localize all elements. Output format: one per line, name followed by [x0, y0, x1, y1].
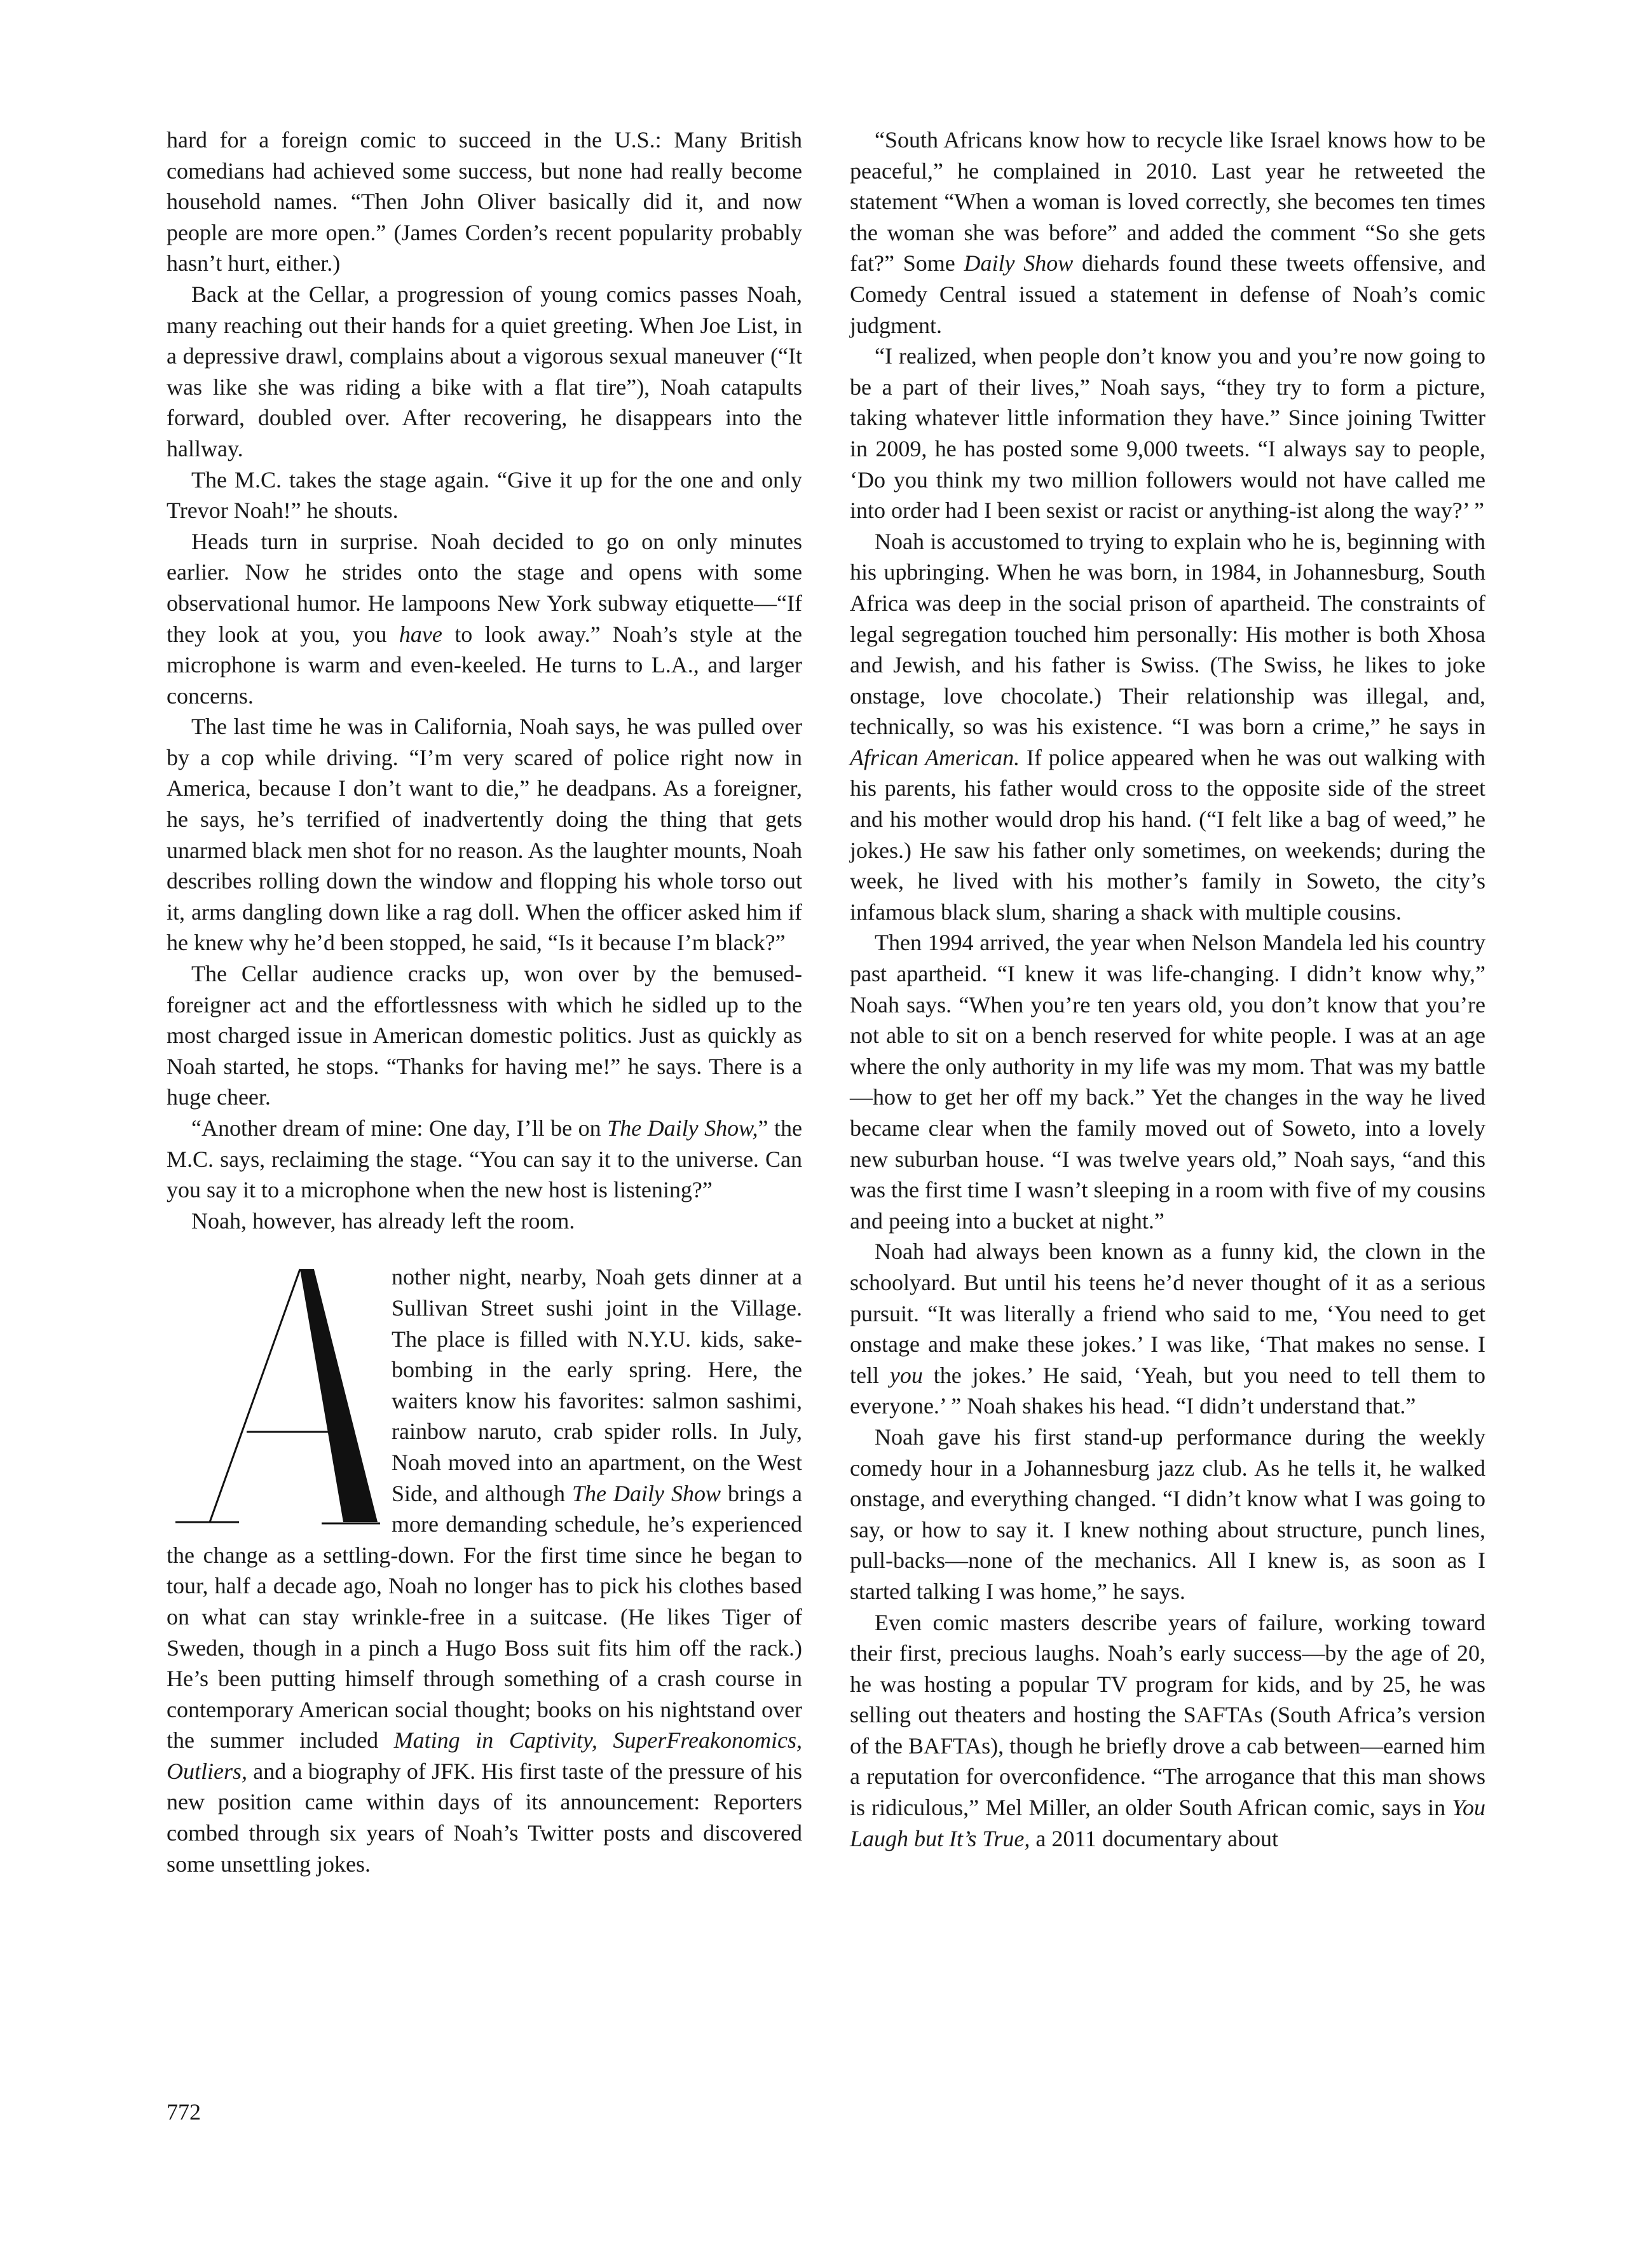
paragraph: [850, 1236, 1485, 1422]
paragraph-text: Noah had always been known as a funny kid, the clown in the schoolyard. But until his teens he’d never thought of it as a serious pursuit. “It was literally a friend who said to me, ‘You need to get onstage and make these jokes.’ I was like, ‘That makes no sense. I tell: [850, 1239, 1485, 1388]
italic-emphasis: you: [889, 1362, 923, 1388]
paragraph-text: nother night, nearby, Noah gets dinner at a Sullivan Street sushi joint in the Village. The place is filled with N.Y.U. kids, sake-bombing in the early spring. Here, the waiters know his favorites: salmon sashimi, rainbow naruto, crab spider rolls. In July, Noah moved into an apartment, on the West Side, and although: [392, 1264, 802, 1506]
paragraph-text: “South Africans know how to recycle like Israel knows how to be peaceful,” he complained in 2010. Last year he retweeted the statement “When a woman is loved correctly, she becomes ten times the woman she was before” and added the comment “So she gets fat?” Some: [850, 127, 1485, 276]
paragraph-text: Back at the Cellar, a progression of young comics passes Noah, many reaching out their hands for a quiet greeting. When Joe List, in a depressive drawl, complains about a vigorous sexual maneuver (“It was like she was riding a bike with a flat tire”), Noah catapults forward, doubled over. After recovering, he disappears into the hallway.: [167, 281, 802, 461]
dropcap-paragraph: [167, 1262, 802, 1879]
paragraph-text: Even comic masters describe years of failure, working toward their first, precious laughs. Noah’s early success—by the age of 20, he was hosting a popular TV program for kids, and by 25, he was selling out theaters and hosting the SAFTAs (South Africa’s version of the BAFTAs), though he briefly drove a cab between—earned him a reputation for overconfidence. “The arrogance that this man shows is ridiculous,” Mel Miller, an older South African comic, says in: [850, 1609, 1485, 1821]
italic-title: The Daily Show,: [607, 1115, 758, 1141]
paragraph-text: the jokes.’ He said, ‘Yeah, but you need to tell them to everyone.’ ” Noah shakes his head. “I didn’t understand that.”: [850, 1362, 1485, 1419]
paragraph-text: Noah is accustomed to trying to explain who he is, beginning with his upbringing. When he was born, in 1984, in Johannesburg, South Africa was deep in the social prison of apartheid. The constraints of legal segregation touched him personally: His mother is both Xhosa and Jewish, and his father is Swiss. (The Swiss, he likes to joke onstage, love chocolate.) Their relationship was illegal, and, technically, so was his existence. “I was born a crime,” he says in: [850, 528, 1485, 740]
paragraph-text: hard for a foreign comic to succeed in the U.S.: Many British comedians had achieved some success, but none had really become household names. “Then John Oliver basically did it, and now people are more open.” (James Corden’s recent popularity probably hasn’t hurt, either.): [167, 127, 802, 276]
paragraph-text: brings a more demanding schedule, he’s experienced the change as a settling-down. For the first time since he began to tour, half a decade ago, Noah no longer has to pick his clothes based on what can stay wrinkle-free in a suitcase. (He likes Tiger of Sweden, though in a pinch a Hugo Boss suit fits him off the rack.) He’s been putting himself through something of a crash course in contemporary American social thought; books on his nightstand over the summer included: [167, 1480, 802, 1753]
paragraph: [167, 958, 802, 1113]
right-column: [850, 125, 1485, 1854]
paragraph-text: Noah gave his first stand-up performance during the weekly comedy hour in a Johannesburg jazz club. As he tells it, he walked onstage, and everything changed. “I didn’t know what I was going to say, or how to say it. I knew nothing about structure, punch lines, pull-backs—none of the mechanics. All I knew is, as soon as I started talking I was home,” he says.: [850, 1424, 1485, 1604]
page-number: 772: [167, 2099, 201, 2125]
italic-emphasis: have: [399, 621, 442, 647]
paragraph-text: The Cellar audience cracks up, won over by the bemused-foreigner act and the effortlessness with which he sidled up to the most charged issue in American domestic politics. Just as quickly as Noah started, he stops. “Thanks for having me!” he says. There is a huge cheer.: [167, 961, 802, 1110]
paragraph: [850, 1422, 1485, 1607]
italic-title: Daily Show: [964, 250, 1074, 276]
paragraph-text: Noah, however, has already left the room.: [191, 1208, 575, 1234]
paragraph-text: a 2011 documentary about: [1030, 1825, 1278, 1851]
paragraph: [850, 1607, 1485, 1855]
paragraph: [167, 711, 802, 958]
paragraph: [850, 927, 1485, 1236]
dropcap-letter: [164, 1265, 380, 1529]
italic-title: The Daily Show: [571, 1480, 721, 1506]
paragraph-text: The last time he was in California, Noah says, he was pulled over by a cop while driving. “I’m very scared of police right now in America, because I don’t want to die,” he deadpans. As a foreigner, he says, he’s terrified of inadvertently doing the thing that gets unarmed black men shot for no reason. As the laughter mounts, Noah describes rolling down the window and flopping his whole torso out it, arms dangling down like a rag doll. When the officer asked him if he knew why he’d been stopped, he said, “Is it because I’m black?”: [167, 714, 802, 956]
paragraph-text: to look away.” Noah’s style at the microphone is warm and even-keeled. He turns to L.A., and larger concerns.: [167, 621, 803, 709]
italic-book-titles: Mating in Captivity, SuperFreakonomics, Outliers,: [167, 1727, 802, 1784]
paragraph-text: diehards found these tweets offensive, and Comedy Central issued a statement in defense of Noah’s comic judgment.: [850, 250, 1485, 338]
paragraph: [850, 341, 1485, 526]
dropcap-a-glyph: [164, 1265, 380, 1529]
paragraph-text: “Another dream of mine: One day, I’ll be on: [191, 1115, 608, 1141]
italic-title: African American.: [850, 744, 1020, 770]
paragraph: [850, 526, 1485, 928]
paragraph: [167, 1206, 802, 1237]
paragraph-text: “I realized, when people don’t know you and you’re now going to be a part of their lives,” Noah says, “they try to form a picture, taking whatever little information they have.” Since joining Twitter in 2009, he has posted some 9,000 tweets. “I always say to people, ‘Do you think my two million followers would not have called me into order had I been sexist or racist or anything-ist along the way?’ ”: [850, 343, 1485, 524]
italic-title: You Laugh but It’s True,: [850, 1795, 1485, 1851]
paragraph: [167, 279, 802, 465]
paragraph-text: Heads turn in surprise. Noah decided to go on only minutes earlier. Now he strides onto the stage and opens with some observational humor. He lampoons New York subway etiquette—“If they look at you, you: [167, 528, 802, 647]
paragraph: [850, 125, 1485, 341]
paragraph: [167, 125, 802, 279]
paragraph-text: ” the M.C. says, reclaiming the stage. “You can say it to the universe. Can you say it to a microphone when the new host is listening?”: [167, 1115, 802, 1203]
paragraph-text: The M.C. takes the stage again. “Give it up for the one and only Trevor Noah!” he shouts.: [167, 466, 802, 524]
paragraph-text: Then 1994 arrived, the year when Nelson Mandela led his country past apartheid. “I knew it was life-changing. I didn’t know why,” Noah says. “When you’re ten years old, you don’t know that you’re not able to sit on a bench reserved for white people. I was at an age where the only authority in my life was my mom. That was my battle—how to get her off my back.” Yet the changes in the way he lived became clear when the family moved out of Soweto, into a lovely new suburban house. “I was twelve years old,” Noah says, “and this was the first time I wasn’t sleeping in a room with five of my cousins and peeing into a bucket at night.”: [850, 930, 1485, 1234]
paragraph-text: If police appeared when he was out walking with his parents, his father would cross to the opposite side of the street and his mother would drop his hand. (“I felt like a bag of weed,” he jokes.) He saw his father only sometimes, on weekends; during the week, he lived with his mother’s family in Soweto, the city’s infamous black slum, sharing a shack with multiple cousins.: [850, 744, 1486, 925]
paragraph: [167, 465, 802, 526]
left-column: [167, 125, 802, 1879]
paragraph-text: and a biography of JFK. His first taste of the pressure of his new position came within days of its announcement: Reporters combed through six years of Noah’s Twitter posts and discovered some unsettling jokes.: [167, 1758, 802, 1877]
paragraph: [167, 1113, 802, 1206]
paragraph: [167, 526, 802, 712]
